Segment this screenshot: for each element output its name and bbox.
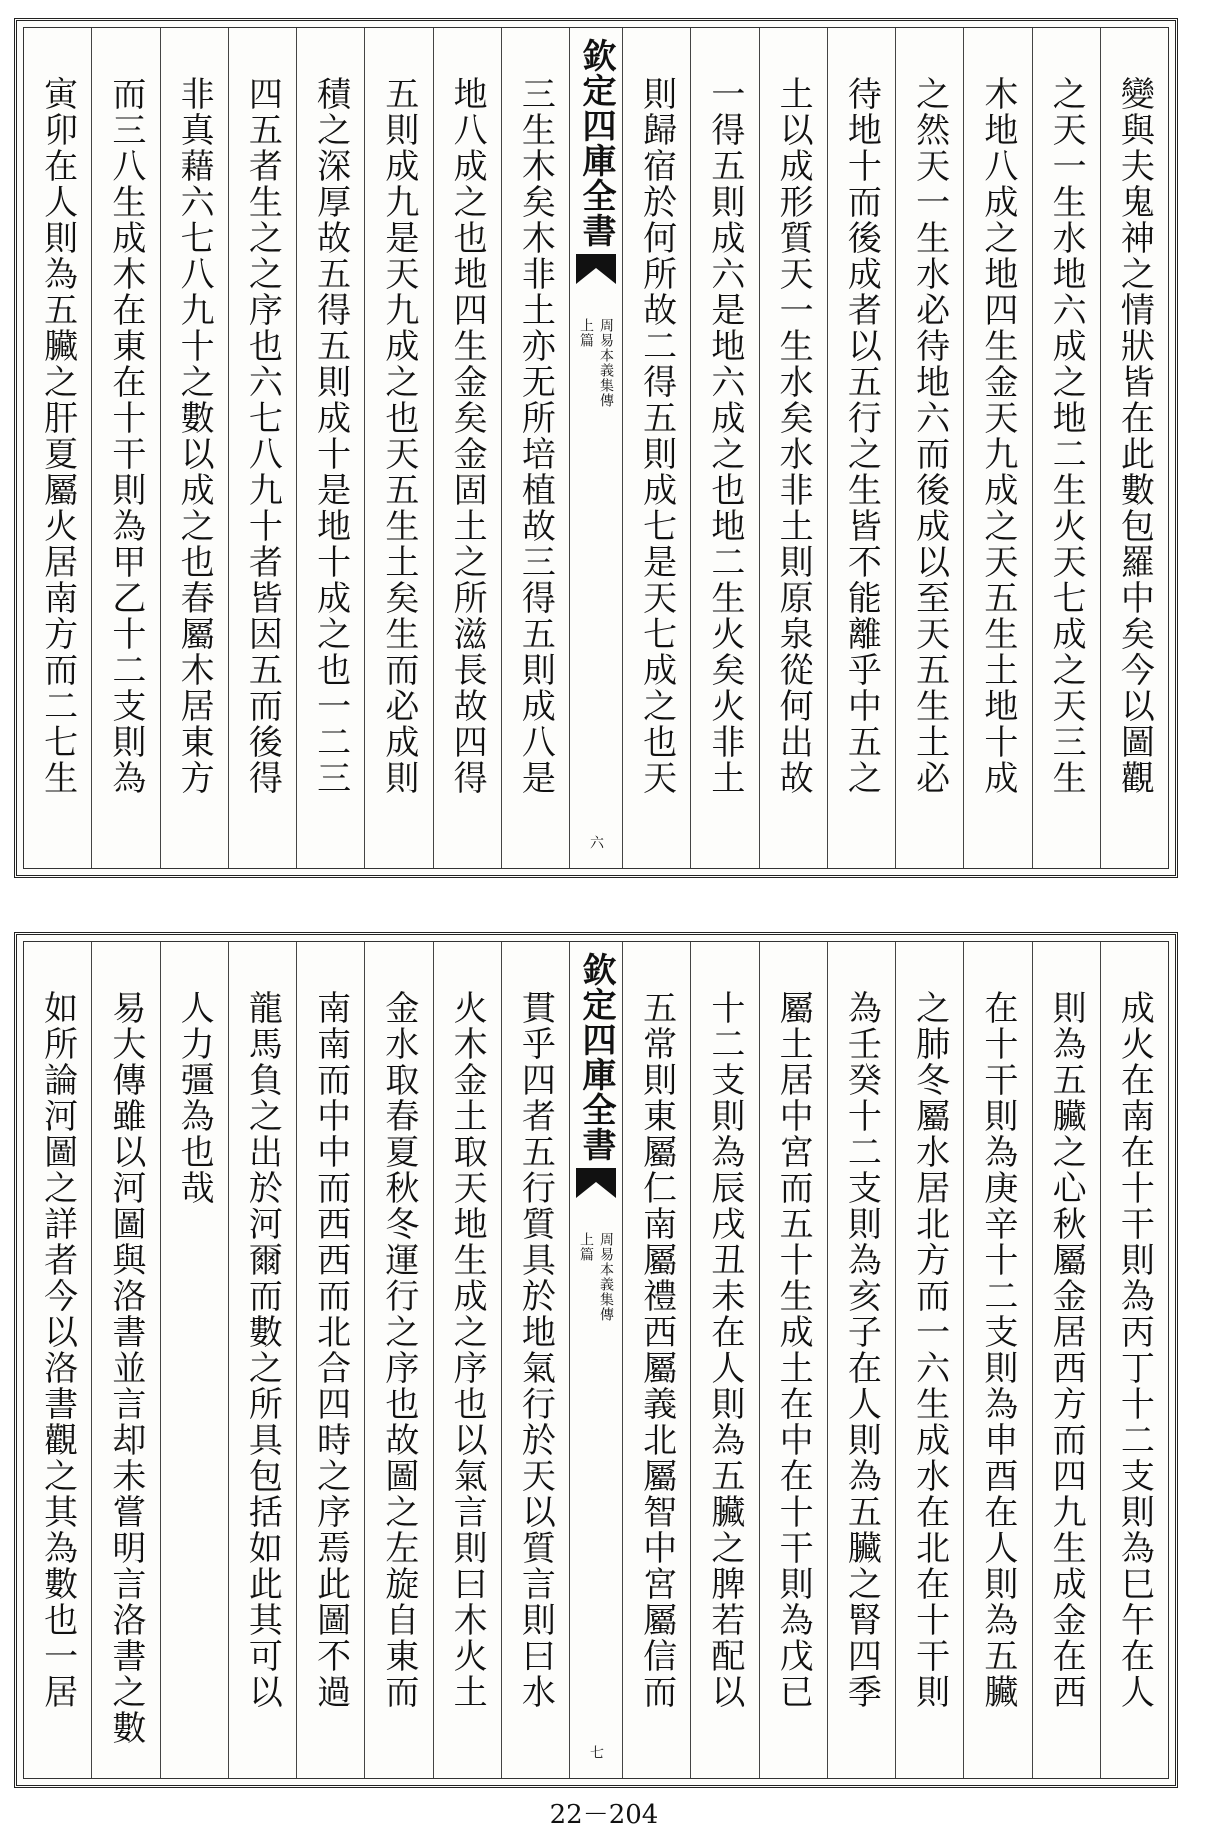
bottom-page-columns — [23, 941, 1169, 1779]
text-column: 人力彊為也哉 — [160, 942, 228, 1778]
text-column: 則歸宿於何所故二得五則成七是天七成之也天 — [622, 28, 690, 868]
text-column: 為壬癸十二支則為亥子在人則為五臟之腎四季 — [827, 942, 895, 1778]
leaf-number: 七 — [588, 1745, 604, 1760]
book-title: 周易本義集傳 — [598, 318, 614, 408]
text-column: 待地十而後成者以五行之生皆不能離乎中五之 — [827, 28, 895, 868]
text-column: 之然天一生水必待地六而後成以至天五生土必 — [895, 28, 963, 868]
text-column: 易大傳雖以河圖與洛書並言却未嘗明言洛書之數 — [91, 942, 159, 1778]
fishtail-mark-icon — [576, 254, 616, 294]
top-page-columns — [23, 27, 1169, 869]
text-column: 地八成之也地四生金矣金固土之所滋長故四得 — [433, 28, 501, 868]
center-margin-strip — [569, 942, 622, 1778]
top-page-panel — [14, 18, 1178, 878]
text-column: 三生木矣木非土亦无所培植故三得五則成八是 — [501, 28, 569, 868]
collection-title: 欽定四庫全書 — [576, 38, 616, 248]
text-column: 在十干則為庚辛十二支則為申酉在人則為五臟 — [963, 942, 1031, 1778]
text-column: 如所論河圖之詳者今以洛書觀之其為數也一居 — [37, 990, 78, 1710]
text-column: 積之深厚故五得五則成十是地十成之也一二三 — [296, 28, 364, 868]
fishtail-mark-icon — [576, 1168, 616, 1208]
leaf-number: 六 — [588, 835, 604, 850]
text-column: 火木金土取天地生成之序也以氣言則曰木火土 — [433, 942, 501, 1778]
text-column: 成火在南在十干則為丙丁十二支則為巳午在人 — [1100, 942, 1168, 1778]
margin-subtitle — [579, 1232, 613, 1322]
text-column: 五則成九是天九成之也天五生土矣生而必成則 — [364, 28, 432, 868]
text-column: 十二支則為辰戌丑未在人則為五臟之脾若配以 — [690, 942, 758, 1778]
text-column: 則為五臟之心秋屬金居西方而四九生成金在西 — [1032, 942, 1100, 1778]
text-column: 寅卯在人則為五臟之肝夏屬火居南方而二七生 — [37, 76, 78, 796]
text-column: 變與夫鬼神之情狀皆在此數包羅中矣今以圖觀 — [1100, 28, 1168, 868]
text-column: 五常則東屬仁南屬禮西屬義北屬智中宮屬信而 — [622, 942, 690, 1778]
text-column: 之天一生水地六成之地二生火天七成之天三生 — [1032, 28, 1100, 868]
text-column: 龍馬負之出於河爾而數之所具包括如此其可以 — [228, 942, 296, 1778]
text-column: 貫乎四者五行質具於地氣行於天以質言則曰水 — [501, 942, 569, 1778]
chapter-title: 上篇 — [578, 1232, 594, 1262]
text-column: 而三八生成木在東在十干則為甲乙十二支則為 — [91, 28, 159, 868]
text-column: 木地八成之地四生金天九成之天五生土地十成 — [963, 28, 1031, 868]
collection-title: 欽定四庫全書 — [576, 952, 616, 1162]
page-footer-number: 22－204 — [549, 1800, 659, 1830]
text-column: 土以成形質天一生水矣水非土則原泉從何出故 — [759, 28, 827, 868]
text-column: 南南而中中而西西而北合四時之序焉此圖不過 — [296, 942, 364, 1778]
margin-subtitle — [579, 318, 613, 408]
text-column: 四五者生之之序也六七八九十者皆因五而後得 — [228, 28, 296, 868]
text-column: 一得五則成六是地六成之也地二生火矣火非土 — [690, 28, 758, 868]
chapter-title: 上篇 — [578, 318, 594, 348]
text-column: 之肺冬屬水居北方而一六生成水在北在十干則 — [895, 942, 963, 1778]
text-column: 非真藉六七八九十之數以成之也春屬木居東方 — [160, 28, 228, 868]
center-margin-strip — [569, 28, 622, 868]
text-column: 屬土居中宮而五十生成土在中在十干則為戊已 — [759, 942, 827, 1778]
text-column: 金水取春夏秋冬運行之序也故圖之左旋自東而 — [364, 942, 432, 1778]
bottom-page-panel — [14, 932, 1178, 1788]
book-title: 周易本義集傳 — [598, 1232, 614, 1322]
